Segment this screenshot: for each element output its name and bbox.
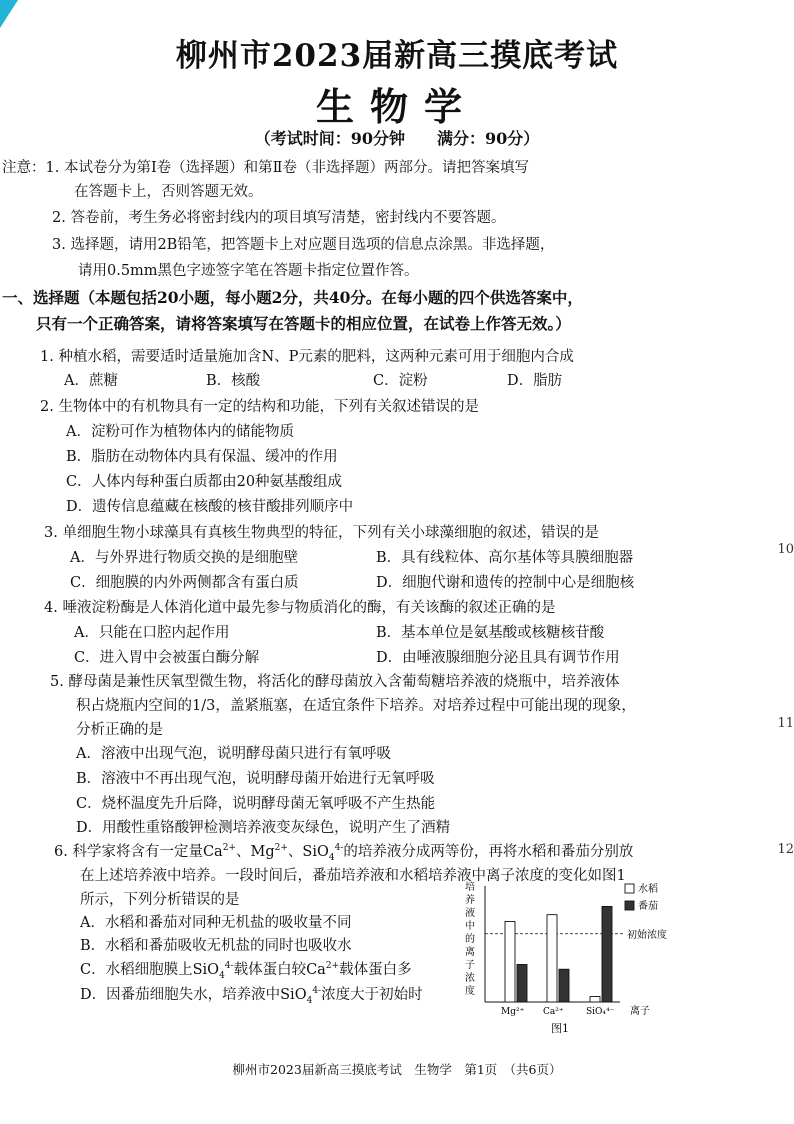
q6-option-c: C．水稻细胞膜上SiO$_4^{4-}$载体蛋白较$Ca^{2+}$载体蛋白多 bbox=[80, 961, 412, 981]
q1-option-d: D．脂肪 bbox=[507, 373, 563, 389]
q4-option-a: A．只能在口腔内起作用 bbox=[74, 625, 230, 641]
bar-水稻-0 bbox=[505, 921, 515, 1002]
note-3a: 3. 选择题，请用2B铅笔，把答题卡上对应题目选项的信息点涂黑。非选择题， bbox=[52, 237, 555, 253]
ylabel-char: 浓 bbox=[465, 973, 475, 984]
initial-concentration-label: 初始浓度 bbox=[627, 929, 667, 941]
margin-number-11: 11 bbox=[777, 716, 794, 731]
margin-number-12: 12 bbox=[777, 842, 794, 857]
q2-option-d: D．遗传信息蕴藏在核酸的核苷酸排列顺序中 bbox=[66, 499, 354, 515]
q1-option-a: A．蔗糖 bbox=[64, 373, 118, 389]
note-1b: 在答题卡上，否则答题无效。 bbox=[74, 184, 263, 200]
section-heading-2: 只有一个正确答案，请将答案填写在答题卡的相应位置，在试卷上作答无效。） bbox=[36, 314, 571, 333]
q2-stem: 2. 生物体中的有机物具有一定的结构和功能，下列有关叙述错误的是 bbox=[40, 399, 479, 415]
q6-option-a: A．水稻和番茄对同种无机盐的吸收量不同 bbox=[80, 915, 352, 931]
q3-option-a: A．与外界进行物质交换的是细胞壁 bbox=[70, 550, 298, 566]
q4-option-b: B．基本单位是氨基酸或核糖核苷酸 bbox=[376, 625, 605, 641]
q5-stem-3: 分析正确的是 bbox=[76, 722, 163, 738]
q5-stem-1: 5. 酵母菌是兼性厌氧型微生物，将活化的酵母菌放入含葡萄糖培养液的烧瓶中，培养液体 bbox=[50, 674, 620, 690]
q2-option-c: C．人体内每种蛋白质都由20种氨基酸组成 bbox=[66, 474, 343, 490]
legend-swatch-水稻 bbox=[625, 884, 634, 893]
ylabel-char: 液 bbox=[465, 908, 475, 919]
x-tick-label: Mg²⁺ bbox=[501, 1007, 525, 1017]
exam-title: 柳州市2023届新高三摸底考试 bbox=[175, 38, 619, 74]
x-tick-label: SiO₄⁴⁻ bbox=[586, 1007, 615, 1017]
q6-stem-2: 在上述培养液中培养。一段时间后，番茄培养液和水稻培养液中离子浓度的变化如图1 bbox=[80, 868, 626, 884]
q5-stem-2: 积占烧瓶内空间的1/3，盖紧瓶塞，在适宜条件下培养。对培养过程中可能出现的现象， bbox=[76, 698, 636, 714]
x-tick-label: Ca²⁺ bbox=[543, 1007, 564, 1017]
corner-mark bbox=[0, 0, 18, 28]
note-2: 2. 答卷前，考生务必将密封线内的项目填写清楚，密封线内不要答题。 bbox=[52, 210, 506, 226]
bar-番茄-0 bbox=[517, 964, 527, 1002]
ylabel-char: 中 bbox=[465, 921, 475, 932]
q6-stem-1: 6. 科学家将含有一定量$Ca^{2+}$、$Mg^{2+}$、SiO$_4^{4-}$的培养液分成两等份，再将水稻和番茄分别放 bbox=[54, 843, 634, 863]
q6-option-b: B．水稻和番茄吸收无机盐的同时也吸收水 bbox=[80, 938, 352, 954]
q4-stem: 4. 唾液淀粉酶是人体消化道中最先参与物质消化的酶，有关该酶的叙述正确的是 bbox=[44, 600, 556, 616]
q1-option-b: B．核酸 bbox=[206, 373, 261, 389]
q3-option-c: C．细胞膜的内外两侧都含有蛋白质 bbox=[70, 575, 299, 591]
subject-title: 生物学 bbox=[315, 84, 478, 129]
q3-stem: 3. 单细胞生物小球藻具有真核生物典型的特征，下列有关小球藻细胞的叙述，错误的是 bbox=[44, 525, 599, 541]
bar-水稻-2 bbox=[590, 997, 600, 1002]
q6-option-d: D．因番茄细胞失水，培养液中SiO$_4^{4-}$浓度大于初始时 bbox=[80, 986, 423, 1006]
q6-stem-3: 所示，下列分析错误的是 bbox=[80, 892, 240, 908]
q3-option-d: D．细胞代谢和遗传的控制中心是细胞核 bbox=[376, 575, 635, 591]
ion-concentration-chart bbox=[455, 880, 695, 1040]
section-heading-1: 一、选择题（本题包括20小题，每小题2分，共40分。在每小题的四个供选答案中， bbox=[2, 288, 583, 307]
page-footer: 柳州市2023届新高三摸底考试 生物学 第1页 （共6页） bbox=[232, 1062, 562, 1077]
chart-ylabel bbox=[465, 880, 475, 997]
note-3b: 请用0.5mm黑色字迹签字笔在答题卡指定位置作答。 bbox=[78, 263, 419, 279]
ylabel-char: 的 bbox=[465, 934, 475, 945]
chart-xlabel: 离子 bbox=[630, 1006, 650, 1017]
q1-stem: 1. 种植水稻，需要适时适量施加含N、P元素的肥料，这两种元素可用于细胞内合成 bbox=[40, 349, 574, 365]
q1-option-c: C．淀粉 bbox=[373, 373, 428, 389]
legend-swatch-番茄 bbox=[625, 901, 634, 910]
bar-番茄-1 bbox=[559, 969, 569, 1002]
legend-label-番茄: 番茄 bbox=[638, 901, 658, 912]
q3-option-b: B．具有线粒体、高尔基体等具膜细胞器 bbox=[376, 550, 634, 566]
chart-title: 图1 bbox=[551, 1022, 569, 1035]
q4-option-d: D．由唾液腺细胞分泌且具有调节作用 bbox=[376, 650, 620, 666]
note-1a: 注意：1. 本试卷分为第Ⅰ卷（选择题）和第Ⅱ卷（非选择题）两部分。请把答案填写 bbox=[2, 160, 530, 176]
bar-水稻-1 bbox=[547, 915, 557, 1002]
ylabel-char: 培 bbox=[465, 882, 475, 893]
ylabel-char: 离 bbox=[465, 947, 475, 958]
ylabel-char: 养 bbox=[465, 895, 475, 906]
q5-option-b: B．溶液中不再出现气泡，说明酵母菌开始进行无氧呼吸 bbox=[76, 771, 435, 787]
q2-option-b: B．脂肪在动物体内具有保温、缓冲的作用 bbox=[66, 449, 338, 465]
q5-option-c: C．烧杯温度先升后降，说明酵母菌无氧呼吸不产生热能 bbox=[76, 796, 436, 812]
legend-label-水稻: 水稻 bbox=[638, 884, 658, 895]
q5-option-d: D．用酸性重铬酸钾检测培养液变灰绿色，说明产生了酒精 bbox=[76, 820, 451, 836]
q5-option-a: A．溶液中出现气泡，说明酵母菌只进行有氧呼吸 bbox=[76, 746, 391, 762]
q4-option-c: C．进入胃中会被蛋白酶分解 bbox=[74, 650, 260, 666]
exam-info: （考试时间：90分钟 满分：90分） bbox=[254, 129, 540, 148]
bar-番茄-2 bbox=[602, 906, 612, 1002]
ylabel-char: 子 bbox=[465, 960, 475, 971]
q2-option-a: A．淀粉可作为植物体内的储能物质 bbox=[66, 424, 294, 440]
margin-number-10: 10 bbox=[777, 542, 794, 557]
ylabel-char: 度 bbox=[465, 986, 475, 997]
